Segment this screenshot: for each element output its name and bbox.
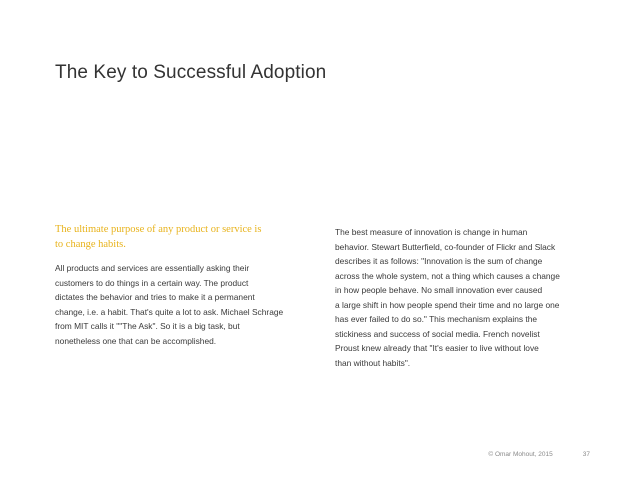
text-line: nonetheless one that can be accomplished. xyxy=(55,335,217,346)
left-column xyxy=(55,222,300,348)
text-line: than without habits". xyxy=(335,357,411,368)
right-column xyxy=(335,225,585,370)
left-paragraph xyxy=(55,261,300,348)
text-line: describes it as follows: "Innovation is the sum of change xyxy=(335,256,543,266)
text-line: behavior. Stewart Butterfield, co-founder of Flickr and Slack xyxy=(335,241,556,252)
text-line: All products and services are essentially asking their xyxy=(55,263,250,273)
slide-footer xyxy=(488,451,590,458)
lead-statement xyxy=(55,222,300,252)
right-paragraph xyxy=(335,225,585,370)
lead-line: The ultimate purpose of any product or service is xyxy=(55,224,262,235)
page-title: The Key to Successful Adoption xyxy=(55,62,327,83)
text-line: Proust knew already that "It's easier to live without love xyxy=(335,343,539,353)
lead-line: to change habits. xyxy=(55,239,126,250)
text-line: change, i.e. a habit. That's quite a lot to ask. Michael Schrage xyxy=(55,306,284,317)
text-line: dictates the behavior and tries to make it a permanent xyxy=(55,292,255,302)
text-line: has ever failed to do so." This mechanism explains the xyxy=(335,314,538,324)
text-line: customers to do things in a certain way. The product xyxy=(55,277,249,288)
text-line: across the whole system, not a thing which causes a change xyxy=(335,270,560,281)
copyright-notice: © Omar Mohout, 2015 xyxy=(488,451,553,458)
text-line: stickiness and success of social media. French novelist xyxy=(335,328,540,339)
page-number: 37 xyxy=(582,451,590,458)
text-line: in how people behave. No small innovation ever caused xyxy=(335,285,543,295)
text-line: a large shift in how people spend their time and no large one xyxy=(335,299,560,310)
text-line: from MIT calls it ""The Ask". So it is a big task, but xyxy=(55,321,240,331)
text-line: The best measure of innovation is change in human xyxy=(335,227,528,237)
